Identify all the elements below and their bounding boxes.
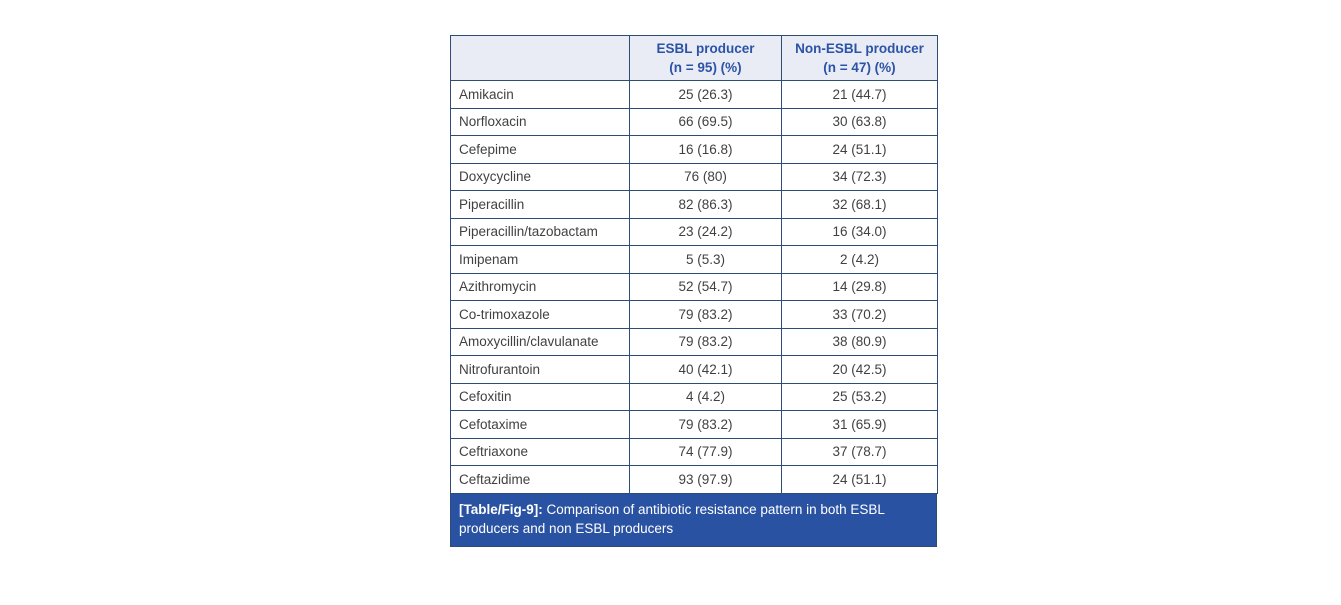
antibiotic-name-cell: Imipenam xyxy=(451,246,630,274)
table-row xyxy=(451,191,938,219)
table-row xyxy=(451,108,938,136)
esbl-column-header xyxy=(630,36,782,81)
non-esbl-header-line1: Non-ESBL producer xyxy=(795,41,924,56)
table-row xyxy=(451,273,938,301)
non-esbl-value-cell: 16 (34.0) xyxy=(782,218,938,246)
non-esbl-value-cell: 14 (29.8) xyxy=(782,273,938,301)
table-row xyxy=(451,81,938,109)
non-esbl-value-cell: 20 (42.5) xyxy=(782,356,938,384)
esbl-value-cell: 76 (80) xyxy=(630,163,782,191)
table-row xyxy=(451,328,938,356)
table-row xyxy=(451,356,938,384)
table-row xyxy=(451,383,938,411)
non-esbl-value-cell: 33 (70.2) xyxy=(782,301,938,329)
table-row xyxy=(451,218,938,246)
antibiotic-name-cell: Ceftriaxone xyxy=(451,438,630,466)
antibiotic-column-header xyxy=(451,36,630,81)
figure-caption-text: Comparison of antibiotic resistance pattern in both ESBL producers and non ESBL producers xyxy=(459,501,885,536)
non-esbl-value-cell: 24 (51.1) xyxy=(782,466,938,494)
non-esbl-value-cell: 24 (51.1) xyxy=(782,136,938,164)
non-esbl-value-cell: 38 (80.9) xyxy=(782,328,938,356)
esbl-value-cell: 4 (4.2) xyxy=(630,383,782,411)
non-esbl-value-cell: 37 (78.7) xyxy=(782,438,938,466)
non-esbl-value-cell: 32 (68.1) xyxy=(782,191,938,219)
esbl-value-cell: 40 (42.1) xyxy=(630,356,782,384)
esbl-value-cell: 93 (97.9) xyxy=(630,466,782,494)
esbl-value-cell: 16 (16.8) xyxy=(630,136,782,164)
esbl-value-cell: 23 (24.2) xyxy=(630,218,782,246)
antibiotic-name-cell: Co-trimoxazole xyxy=(451,301,630,329)
table-row xyxy=(451,466,938,494)
figure-caption xyxy=(450,494,937,547)
non-esbl-value-cell: 34 (72.3) xyxy=(782,163,938,191)
table-body xyxy=(451,81,938,494)
esbl-value-cell: 74 (77.9) xyxy=(630,438,782,466)
antibiotic-name-cell: Amoxycillin/clavulanate xyxy=(451,328,630,356)
antibiotic-name-cell: Nitrofurantoin xyxy=(451,356,630,384)
esbl-value-cell: 79 (83.2) xyxy=(630,301,782,329)
esbl-value-cell: 82 (86.3) xyxy=(630,191,782,219)
figure-caption-label: [Table/Fig-9]: xyxy=(459,501,543,517)
table-row xyxy=(451,246,938,274)
antibiotic-name-cell: Norfloxacin xyxy=(451,108,630,136)
antibiotic-name-cell: Piperacillin/tazobactam xyxy=(451,218,630,246)
esbl-header-line1: ESBL producer xyxy=(656,41,755,56)
table-row xyxy=(451,438,938,466)
esbl-value-cell: 66 (69.5) xyxy=(630,108,782,136)
esbl-value-cell: 52 (54.7) xyxy=(630,273,782,301)
non-esbl-value-cell: 21 (44.7) xyxy=(782,81,938,109)
non-esbl-value-cell: 25 (53.2) xyxy=(782,383,938,411)
table-row xyxy=(451,163,938,191)
antibiotic-name-cell: Amikacin xyxy=(451,81,630,109)
non-esbl-value-cell: 31 (65.9) xyxy=(782,411,938,439)
esbl-value-cell: 5 (5.3) xyxy=(630,246,782,274)
antibiotic-name-cell: Cefotaxime xyxy=(451,411,630,439)
antibiotic-name-cell: Ceftazidime xyxy=(451,466,630,494)
antibiotic-name-cell: Piperacillin xyxy=(451,191,630,219)
non-esbl-column-header xyxy=(782,36,938,81)
antibiotic-name-cell: Doxycycline xyxy=(451,163,630,191)
esbl-value-cell: 25 (26.3) xyxy=(630,81,782,109)
antibiotic-name-cell: Azithromycin xyxy=(451,273,630,301)
non-esbl-value-cell: 2 (4.2) xyxy=(782,246,938,274)
table-row xyxy=(451,301,938,329)
resistance-comparison-table xyxy=(450,35,938,494)
table-row xyxy=(451,411,938,439)
non-esbl-value-cell: 30 (63.8) xyxy=(782,108,938,136)
antibiotic-name-cell: Cefoxitin xyxy=(451,383,630,411)
table-header xyxy=(451,36,938,81)
header-row xyxy=(451,36,938,81)
esbl-value-cell: 79 (83.2) xyxy=(630,411,782,439)
esbl-value-cell: 79 (83.2) xyxy=(630,328,782,356)
antibiotic-name-cell: Cefepime xyxy=(451,136,630,164)
non-esbl-header-line2: (n = 47) (%) xyxy=(823,60,896,75)
table-row xyxy=(451,136,938,164)
esbl-header-line2: (n = 95) (%) xyxy=(669,60,742,75)
table-figure xyxy=(450,35,937,547)
